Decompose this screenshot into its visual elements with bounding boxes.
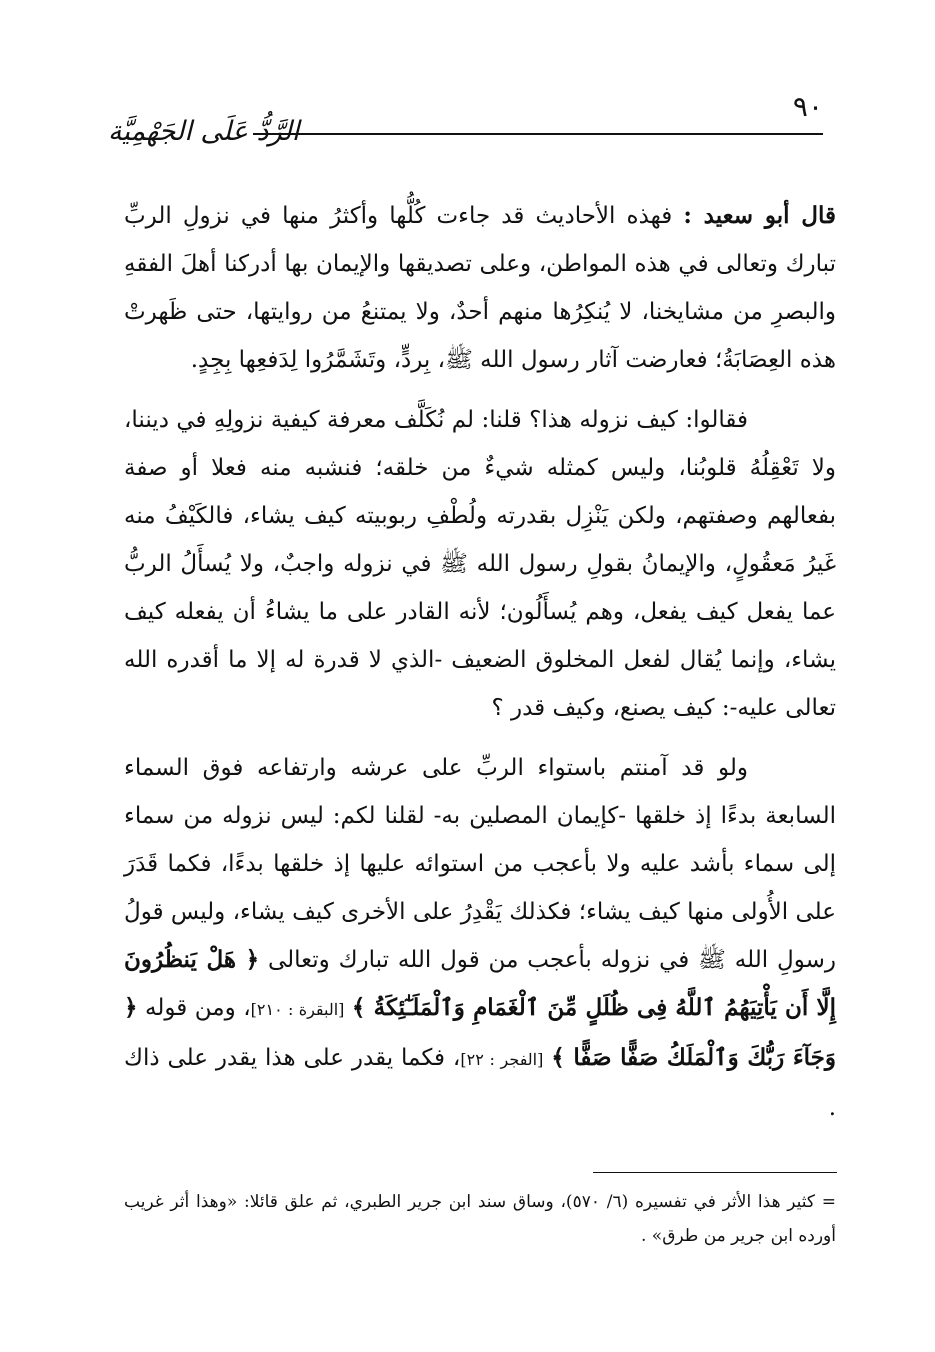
quran-verse-2: ﴿ وَجَآءَ رَبُّكَ وَٱلْمَلَكُ صَفًّا صَفًّا ﴾ [124, 994, 836, 1071]
paragraph-2 [124, 396, 836, 732]
verse-reference-1: [البقرة : ٢١٠] [250, 1000, 345, 1019]
footnote-rule [593, 1172, 837, 1173]
paragraph-3-text-b: ، ومن قوله [145, 995, 251, 1021]
main-text [124, 192, 836, 1144]
speaker-name: قال أبو سعيد : [683, 202, 837, 229]
verse-reference-2: [الفجر : ٢٢] [460, 1050, 544, 1069]
page-number: ٩٠ [792, 90, 823, 123]
header-rule [253, 133, 823, 135]
paragraph-2-text: فقالوا: كيف نزوله هذا؟ قلنا: لم نُكَلَّف معرفة كيفية نزولِهِ في ديننا، ولا تَعْقِلُهُ قلوبُنا، وليس كمثله شيءٌ من خلقه؛ فنشبه منه فعلا أو صفة بفعالهم وصفتهم، ولكن يَنْزِل بقدرته ولُطْفِ ربوبيته كيف يشاء، فالكَيْفُ منه غَيرُ مَعقُولٍ، والإيمانُ بقولِ رسول الله ﷺ في نزوله واجبٌ، ولا يُسأَلُ الربُّ عما يفعل كيف يفعل، وهم يُسأَلُون؛ لأنه القادر على ما يشاءُ أن يفعله كيف يشاء، وإنما يُقال لفعل المخلوق الضعيف -الذي لا قدرة له إلا ما أقدره الله تعالى عليه-: كيف يصنع، وكيف قدر ؟ [124, 407, 836, 721]
paragraph-3-text-a: ولو قد آمنتم باستواء الربِّ على عرشه وارتفاعه فوق السماء السابعة بدءًا إذ خلقها -كإيمان المصلين به- لقلنا لكم: ليس نزوله من سماء إلى سماء بأشد عليه ولا بأعجب من استوائه عليها إذ خلقها بدءًا، فكما قَدَرَ على الأُولى منها كيف يشاء؛ فكذلك يَقْدِرُ على الأخرى كيف يشاء، وليس قولُ رسولِ الله ﷺ في نزوله بأعجب من قول الله تبارك وتعالى [124, 755, 836, 973]
quran-verse-1: ﴿ هَلْ يَنظُرُونَ إِلَّا أَن يَأْتِيَهُمُ ٱللَّهُ فِى ظُلَلٍ مِّنَ ٱلْغَمَامِ وَٱلْمَلَـٰٓئِكَةُ ﴾ [124, 946, 836, 1021]
paragraph-3-text-c: ، فكما يقدر على هذا يقدر على ذاك . [124, 1045, 836, 1121]
paragraph-1-text: فهذه الأحاديث قد جاءت كُلُّها وأكثرُ منها في نزولِ الربِّ تبارك وتعالى في هذه المواطن، وعلى تصديقها والإيمان بها أدركنا أهلَ الفقهِ والبصرِ من مشايخنا، لا يُنكِرُها منهم أحدٌ، ولا يمتنعُ من روايتها، حتى ظَهرتْ هذه العِصَابَةُ؛ فعارضت آثار رسول الله ﷺ، بِردٍّ، وتَشَمَّرُوا لِدَفعِها بِجِدٍ. [124, 203, 836, 373]
running-title: الرَّدُّ عَلَى الجَهْمِيَّة [108, 116, 300, 147]
paragraph-3 [124, 744, 836, 1132]
paragraph-1 [124, 192, 836, 384]
footnote: = كثير هذا الأثر في تفسيره (٦/ ٥٧٠)، وساق سند ابن جرير الطبري، ثم علق قائلا: «وهذا أثر غريب أورده ابن جرير من طرق» . [124, 1192, 836, 1246]
page-header [108, 92, 823, 162]
